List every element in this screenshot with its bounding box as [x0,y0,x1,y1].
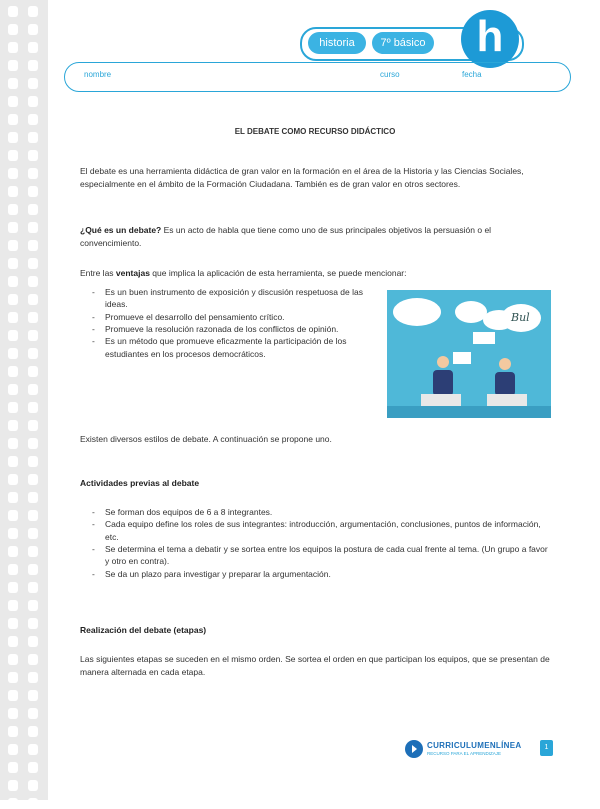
binder-hole [8,24,18,35]
list-item: - Promueve el desarrollo del pensamiento crítico. [80,311,378,323]
binder-hole [8,654,18,665]
binder-hole [28,600,38,611]
binder-hole [8,546,18,557]
binder-hole [8,474,18,485]
list-item: - Promueve la resolución razonada de los conflictos de opinión. [80,323,378,335]
debate-question: ¿Qué es un debate? [80,225,162,235]
binder-hole [28,762,38,773]
binder-hole [8,510,18,521]
name-field-label: nombre [84,70,112,79]
binder-hole [28,132,38,143]
page-number: 1 [540,740,553,756]
binder-hole [8,726,18,737]
binder-hole [8,402,18,413]
subject-tag: historia [308,32,366,54]
binder-hole [8,42,18,53]
list-item: - Se forman dos equipos de 6 a 8 integrantes. [80,506,552,518]
binder-hole [28,402,38,413]
binder-hole [28,222,38,233]
advantages-list [80,286,378,360]
binder-hole [8,420,18,431]
binder-hole [28,204,38,215]
binder-hole [8,60,18,71]
binder-hole [8,78,18,89]
footer-logo-subtitle: RECURSO PARA EL APRENDIZAJE [427,751,502,756]
binder-hole [8,582,18,593]
binder-hole [28,636,38,647]
binder-hole [28,168,38,179]
binder-hole [8,744,18,755]
binder-hole [8,762,18,773]
binder-hole [28,6,38,17]
list-item: - Es un buen instrumento de exposición y discusión respetuosa de las ideas. [80,286,378,311]
binder-hole [8,672,18,683]
binder-hole [28,258,38,269]
binder-hole [8,366,18,377]
footer-logo-text: CURRICULUMENLÍNEA [427,741,522,750]
advantages-intro [80,267,552,280]
binder-hole [28,186,38,197]
binder-hole [28,438,38,449]
list-item: - Es un método que promueve eficazmente la participación de los estudiantes en los procesos democráticos. [80,335,378,360]
binder-hole [8,492,18,503]
binder-hole [28,42,38,53]
binder-hole [28,492,38,503]
binder-hole [28,690,38,701]
binder-hole [28,330,38,341]
student-info-frame [64,62,571,92]
intro-paragraph: El debate es una herramienta didáctica de gran valor en la formación en el área de la Historia y las Ciencias Sociales, especialmente en el ámbito de la Formación Ciudadana. También es de gran valor en otros sectores. [80,166,524,190]
binder-hole [28,510,38,521]
binder-hole [28,420,38,431]
activities-list [80,506,552,580]
binder-hole [28,78,38,89]
binder-hole [28,744,38,755]
logo-badge: h [461,10,519,68]
binder-strip [0,0,48,800]
binder-hole [8,294,18,305]
binder-hole [28,708,38,719]
debate-definition [80,224,552,250]
binder-hole [8,132,18,143]
binder-hole [28,294,38,305]
grade-tag: 7º básico [372,32,434,54]
binder-hole [28,366,38,377]
debate-answer: Es un acto de habla que tiene como uno de sus principales objetivos la persuasión o el convencimiento. [80,225,492,249]
binder-hole [8,636,18,647]
binder-hole [8,564,18,575]
binder-hole [28,654,38,665]
binder-hole [28,780,38,791]
list-item: - Se da un plazo para investigar y preparar la argumentación. [80,568,552,580]
footer-logo-icon [405,740,423,758]
binder-hole [8,690,18,701]
binder-hole [8,456,18,467]
date-field-label: fecha [462,70,482,79]
binder-hole [8,240,18,251]
svg-text:Bul: Bul [511,311,530,324]
binder-hole [8,618,18,629]
binder-hole [8,348,18,359]
course-field-label: curso [380,70,400,79]
styles-paragraph: Existen diversos estilos de debate. A continuación se propone uno. [80,434,332,444]
binder-hole [8,168,18,179]
binder-hole [28,348,38,359]
binder-hole [8,312,18,323]
binder-hole [8,276,18,287]
binder-hole [8,438,18,449]
binder-hole [28,456,38,467]
activities-heading: Actividades previas al debate [80,478,200,488]
advantages-post: que implica la aplicación de esta herramienta, se puede mencionar: [149,268,407,278]
binder-hole [28,528,38,539]
binder-hole [28,114,38,125]
binder-hole [8,222,18,233]
binder-hole [28,150,38,161]
binder-hole [28,672,38,683]
binder-hole [8,384,18,395]
binder-hole [8,708,18,719]
binder-hole [8,150,18,161]
binder-hole [8,600,18,611]
binder-hole [28,96,38,107]
binder-hole [28,384,38,395]
binder-hole [28,546,38,557]
binder-hole [8,96,18,107]
binder-hole [8,258,18,269]
advantages-bold: ventajas [115,268,150,278]
binder-hole [8,6,18,17]
binder-hole [28,240,38,251]
debate-illustration [387,290,551,418]
binder-hole [8,204,18,215]
binder-hole [28,24,38,35]
binder-hole [28,60,38,71]
list-item: - Se determina el tema a debatir y se sortea entre los equipos la postura de cada cual frente al tema. (Un grupo a favor y otro en contra). [80,543,552,568]
binder-hole [8,186,18,197]
binder-hole [28,276,38,287]
list-item: - Cada equipo define los roles de sus integrantes: introducción, argumentación, conclusiones, puntos de información, etc. [80,518,552,543]
binder-hole [28,564,38,575]
binder-hole [28,474,38,485]
realization-heading: Realización del debate (etapas) [80,625,207,635]
binder-hole [8,780,18,791]
binder-hole [28,312,38,323]
realization-paragraph: Las siguientes etapas se suceden en el mismo orden. Se sortea el orden en que participan los equipos, que se presentan de manera alternada en cada etapa. [80,654,550,678]
binder-hole [28,726,38,737]
binder-hole [28,618,38,629]
binder-hole [8,528,18,539]
binder-hole [8,114,18,125]
binder-hole [8,330,18,341]
binder-hole [28,582,38,593]
advantages-pre: Entre las [80,268,116,278]
document-title: EL DEBATE COMO RECURSO DIDÁCTICO [234,127,396,136]
